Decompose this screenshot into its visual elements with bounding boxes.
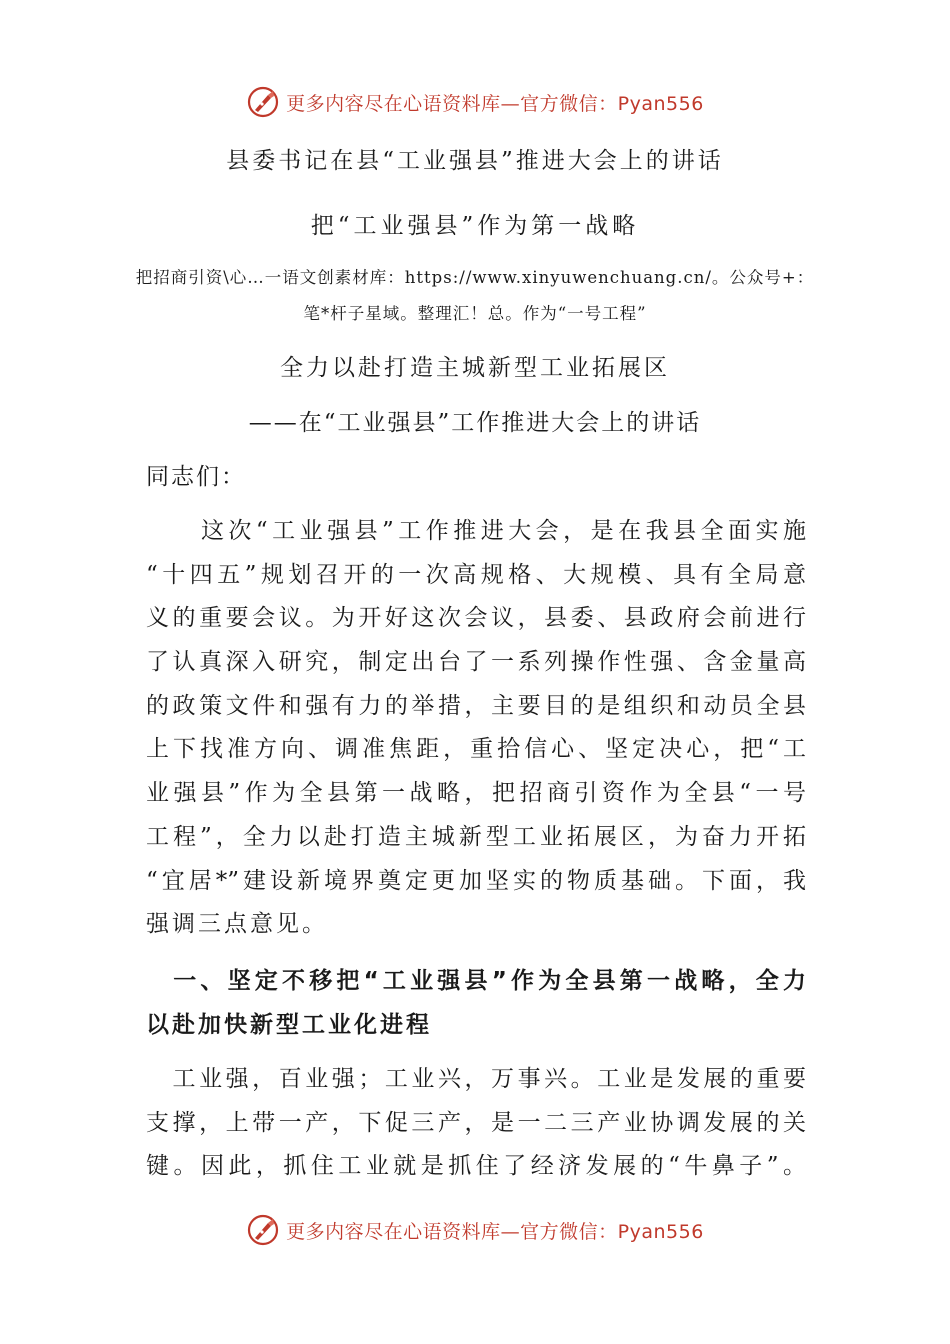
header-watermark-banner bbox=[0, 82, 950, 122]
document-title: 县委书记在县“工业强县”推进大会上的讲话 bbox=[226, 148, 724, 174]
paragraph-section-1 bbox=[146, 1058, 806, 1189]
paragraph-line: 了认真深入研究，制定出台了一系列操作性强、含金量高 bbox=[146, 649, 806, 676]
heading-line: 以赴加快新型工业化进程 bbox=[146, 1011, 432, 1038]
paragraph-line: 业强县”作为全县第一战略，把招商引资作为全县“一号 bbox=[146, 780, 806, 807]
pen-nib-logo-icon bbox=[246, 1213, 280, 1247]
paragraph-line: 支撑，上带一产，下促三产，是一二三产业协调发展的关 bbox=[146, 1109, 806, 1136]
heading-line: 一、坚定不移把“工业强县”作为全县第一战略，全力 bbox=[146, 968, 806, 994]
section-heading-1 bbox=[146, 960, 806, 1047]
paragraph-line: 工业强，百业强；工业兴，万事兴。工业是发展的重要 bbox=[146, 1066, 806, 1092]
watermark-text: 更多内容尽在心语资料库—官方微信：Pyan556 bbox=[286, 1220, 704, 1243]
source-line-2: 笔*杆子星域。整理汇！总。作为“一号工程” bbox=[303, 304, 647, 323]
paragraph-line: “宜居*”建设新境界奠定更加坚实的物质基础。下面，我 bbox=[146, 867, 806, 894]
footer-watermark-banner bbox=[0, 1210, 950, 1250]
paragraph-line: “十四五”规划召开的一次高规格、大规模、具有全局意 bbox=[146, 561, 806, 588]
paragraph-line: 强调三点意见。 bbox=[146, 911, 328, 938]
paragraph-line: 上下找准方向、调准焦距，重拾信心、坚定决心，把“工 bbox=[146, 736, 806, 763]
speech-subtitle: ——在“工业强县”工作推进大会上的讲话 bbox=[248, 410, 702, 436]
paragraph-line: 工程”，全力以赴打造主城新型工业拓展区，为奋力开拓 bbox=[146, 823, 806, 850]
paragraph-line: 这次“工业强县”工作推进大会，是在我县全面实施 bbox=[146, 518, 806, 544]
speech-title: 全力以赴打造主城新型工业拓展区 bbox=[280, 355, 670, 381]
paragraph-line: 键。因此，抓住工业就是抓住了经济发展的“牛鼻子”。 bbox=[146, 1153, 806, 1180]
pen-nib-logo-icon bbox=[246, 85, 280, 119]
paragraph-line: 的政策文件和强有力的举措，主要目的是组织和动员全县 bbox=[146, 692, 806, 719]
document-subtitle: 把“工业强县”作为第一战略 bbox=[310, 213, 640, 239]
greeting: 同志们： bbox=[146, 464, 246, 490]
paragraph-line: 义的重要会议。为开好这次会议，县委、县政府会前进行 bbox=[146, 605, 806, 632]
paragraph-intro bbox=[146, 510, 806, 947]
watermark-text: 更多内容尽在心语资料库—官方微信：Pyan556 bbox=[286, 92, 704, 115]
source-line-1: 把招商引资\心…一语文创素材库：https://www.xinyuwenchuang.cn/。公众号+： bbox=[135, 268, 815, 287]
